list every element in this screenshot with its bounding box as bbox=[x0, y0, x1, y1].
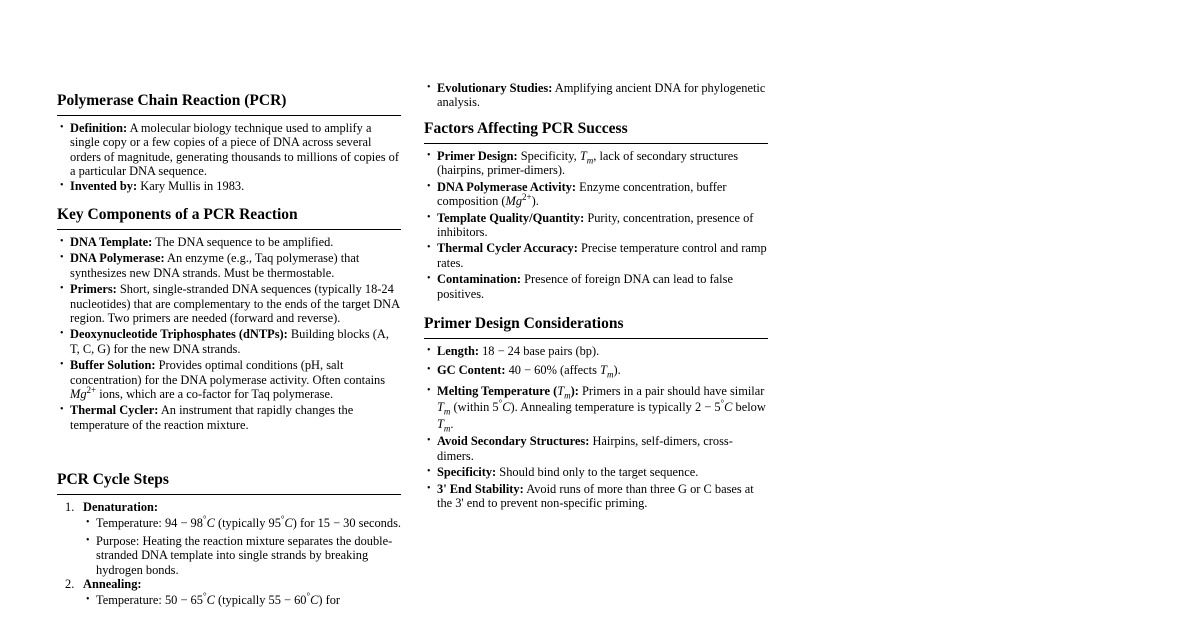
list-item bbox=[57, 403, 401, 432]
step-label: Annealing: bbox=[83, 577, 142, 592]
item-label: Primers: bbox=[70, 282, 117, 297]
section-heading: Polymerase Chain Reaction (PCR) bbox=[57, 92, 401, 116]
applications-list bbox=[424, 81, 768, 110]
item-text: Should bind only to the target sequence. bbox=[499, 465, 699, 480]
step-label: Denaturation: bbox=[83, 500, 159, 514]
section-primer-design bbox=[424, 315, 768, 510]
item-text: An instrument that rapidly changes the temperature of the reaction mixture. bbox=[70, 403, 354, 432]
bullet-list bbox=[57, 121, 401, 193]
section-heading: Factors Affecting PCR Success bbox=[424, 120, 768, 144]
item-label: DNA Template: bbox=[70, 235, 153, 249]
item-label: Primer Design: bbox=[437, 149, 518, 163]
item-text: A molecular biology technique used to amplify a single copy or a few copies of a piece of DNA across several orders of magnitude, generating thousands to millions of copies of a particular DNA sequence. bbox=[70, 121, 399, 179]
math-mg: $Mg^{2+}$ bbox=[70, 384, 97, 402]
section-steps bbox=[57, 471, 401, 608]
item-text: Hairpins, self-dimers, cross-dimers. bbox=[437, 434, 733, 463]
list-item: • Melting Temperature $(T_m)$: Primers in a pair should have similar $T_m$ (within 5°C). Annealing temperature is typically 2 − 5°C below $T_m$. bbox=[424, 383, 768, 433]
item-text: Presence of foreign DNA can lead to false positives. bbox=[437, 272, 733, 301]
section-heading: Key Components of a PCR Reaction bbox=[57, 206, 401, 230]
item-label: DNA Polymerase: bbox=[70, 251, 165, 266]
list-item bbox=[424, 241, 768, 270]
list-item bbox=[57, 358, 401, 401]
item-label: Thermal Cycler Accuracy: bbox=[437, 241, 578, 256]
item-label: Length: bbox=[437, 344, 479, 358]
item-text: Purity, concentration, presence of inhibitors. bbox=[437, 210, 754, 240]
item-label: Avoid Secondary Structures: bbox=[437, 434, 590, 449]
step-number: 1. bbox=[65, 500, 75, 514]
list-item bbox=[424, 434, 768, 463]
item-label: Template Quality/Quantity: bbox=[437, 210, 585, 225]
item-text: Amplifying ancient DNA for phylogenetic analysis. bbox=[437, 81, 766, 110]
item-label: Thermal Cycler: bbox=[70, 403, 159, 418]
list-item-step-2 bbox=[57, 577, 401, 608]
list-item-step-1 bbox=[57, 500, 401, 577]
sub-list bbox=[83, 516, 401, 577]
item-label: Melting Temperature $(T_m)$: bbox=[437, 383, 579, 401]
list-item bbox=[57, 121, 401, 179]
sub-list bbox=[83, 593, 401, 607]
item-label: Definition: bbox=[70, 121, 128, 135]
list-item bbox=[57, 235, 401, 249]
list-item bbox=[57, 179, 401, 193]
item-label: Invented by: bbox=[70, 178, 138, 193]
sub-item: • Purpose: Heating the reaction mixture separates the double-stranded DNA template into single strands by breaking hydrogen bonds. bbox=[83, 534, 401, 577]
sub-item: • Temperature: 94 − 98°C (typically 95°C) for 15 − 30 seconds. bbox=[83, 516, 401, 530]
numbered-list bbox=[57, 500, 401, 608]
item-label: Deoxynucleotide Triphosphates (dNTPs): bbox=[70, 327, 288, 342]
section-pcr bbox=[57, 92, 401, 193]
list-item bbox=[424, 272, 768, 301]
bullet-list bbox=[57, 235, 401, 432]
list-item: • DNA Polymerase Activity: Enzyme concentration, buffer composition $(Mg^{2+})$. bbox=[424, 180, 768, 209]
item-text: Provides optimal conditions (pH, salt concentration) for the DNA polymerase activity. Often contains bbox=[70, 358, 386, 387]
item-label: DNA Polymerase Activity: bbox=[437, 179, 577, 194]
section-components bbox=[57, 206, 401, 432]
list-item bbox=[57, 251, 401, 280]
list-item bbox=[424, 211, 768, 240]
list-item: • Length: 18 − 24 base pairs (bp). bbox=[424, 344, 768, 358]
item-label: Contamination: bbox=[437, 272, 521, 287]
list-item bbox=[424, 81, 768, 110]
item-text: An enzyme (e.g., Taq polymerase) that synthesizes new DNA strands. Must be thermostable. bbox=[70, 251, 360, 280]
list-item bbox=[57, 282, 401, 325]
item-text: Precise temperature control and ramp rates. bbox=[437, 241, 767, 270]
list-item bbox=[57, 327, 401, 356]
item-label: 3' End Stability: bbox=[437, 481, 524, 496]
bullet-list bbox=[424, 149, 768, 301]
item-label: Evolutionary Studies: bbox=[437, 81, 553, 95]
list-item bbox=[424, 465, 768, 479]
section-factors bbox=[424, 120, 768, 301]
item-label: GC Content: bbox=[437, 363, 506, 378]
item-label: Specificity: bbox=[437, 465, 497, 480]
list-item bbox=[424, 482, 768, 511]
item-text: Building blocks (A, T, C, G) for the new DNA strands. bbox=[70, 327, 389, 356]
step-number: 2. bbox=[65, 577, 75, 592]
item-text: ions, which are a co-factor for Taq polymerase. bbox=[99, 387, 334, 402]
section-heading: PCR Cycle Steps bbox=[57, 471, 401, 495]
item-label: Buffer Solution: bbox=[70, 358, 156, 373]
bullet-list bbox=[424, 344, 768, 510]
item-text: The DNA sequence to be amplified. bbox=[155, 235, 334, 249]
item-text: Short, single-stranded DNA sequences (typically 18-24 nucleotides) that are complementary to the ends of the target DNA region. Two primers are needed (forward and reverse). bbox=[70, 282, 400, 326]
sub-item: • Temperature: 50 − 65°C (typically 55 − 60°C) for bbox=[83, 593, 401, 607]
section-heading: Primer Design Considerations bbox=[424, 315, 768, 339]
item-text: Avoid runs of more than three G or C bases at the 3' end to prevent non-specific priming. bbox=[437, 481, 754, 510]
item-text: Kary Mullis in 1983. bbox=[140, 178, 245, 193]
list-item: • GC Content: 40 − 60% (affects $T_m$). bbox=[424, 363, 768, 377]
list-item: • Primer Design: Specificity, $T_m$, lack of secondary structures (hairpins, primer-dimers). bbox=[424, 149, 768, 178]
